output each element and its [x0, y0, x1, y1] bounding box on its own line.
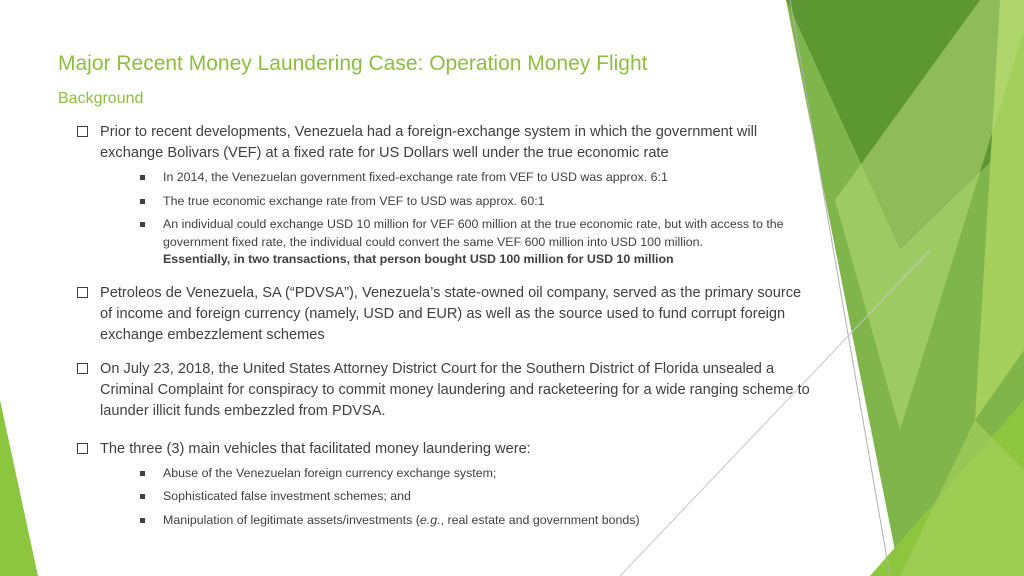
sub-bullet-text: In 2014, the Venezuelan government fixed-exchange rate from VEF to USD was approx. 6:1 [163, 170, 668, 184]
sub-bullet-text: Abuse of the Venezuelan foreign currency exchange system; [163, 465, 497, 480]
sub-bullet [100, 512, 816, 530]
sub-bullet [100, 193, 816, 211]
sub-bullet-text-pre: Manipulation of legitimate assets/investments ( [163, 512, 420, 527]
slide-title: Major Recent Money Laundering Case: Operation Money Flight [58, 52, 648, 75]
square-bullet-icon [140, 471, 145, 476]
sub-bullet-list [100, 465, 816, 530]
bullet-text: Prior to recent developments, Venezuela had a foreign-exchange system in which the government will exchange Bolivars (VEF) at a fixed rate for US Dollars well under the true economic rate [100, 124, 758, 161]
square-bullet-icon [140, 199, 145, 204]
slide-content [76, 122, 816, 535]
checkbox-bullet-icon [77, 287, 88, 298]
sub-bullet-text: The true economic exchange rate from VEF to USD was approx. 60:1 [163, 193, 545, 208]
sub-bullet [100, 465, 816, 483]
square-bullet-icon [140, 222, 145, 227]
slide-subtitle: Background [58, 90, 144, 107]
square-bullet-icon [140, 175, 145, 180]
bullet-text: On July 23, 2018, the United States Attorney District Court for the Southern District of Florida unsealed a Criminal Complaint for conspiracy to commit money laundering and racketeering for a wide ranging scheme to launder illicit funds embezzled from PDVSA. [100, 360, 810, 419]
sub-bullet [100, 488, 816, 506]
bullet-exchange-system [76, 122, 816, 269]
bullet-text: Petroleos de Venezuela, SA (“PDVSA”), Venezuela’s state-owned oil company, served as the primary source of income and foreign currency (namely, USD and EUR) as well as the source used to fund corrupt foreign exchange embezzlement schemes [100, 284, 802, 343]
sub-bullet-text-post: , real estate and government bonds) [440, 512, 640, 527]
sub-bullet-list [100, 169, 816, 269]
sub-bullet [100, 216, 816, 269]
checkbox-bullet-icon [77, 363, 88, 374]
bullet-vehicles [76, 439, 816, 530]
sub-bullet-text: Sophisticated false investment schemes; and [163, 489, 411, 503]
sub-bullet-text-em: e.g. [419, 512, 441, 527]
bullet-criminal-complaint [76, 359, 816, 422]
facet-left-bottom [0, 400, 38, 576]
sub-bullet-bold-text: Essentially, in two transactions, that person bought USD 100 million for USD 10 million [163, 252, 674, 266]
sub-bullet [100, 169, 816, 187]
sub-bullet-text: An individual could exchange USD 10 million for VEF 600 million at the true economic rate, but with access to the government fixed rate, the individual could convert the same VEF 600 million into USD 100 million. [163, 217, 784, 249]
checkbox-bullet-icon [77, 126, 88, 137]
square-bullet-icon [140, 518, 145, 523]
bullet-text: The three (3) main vehicles that facilitated money laundering were: [100, 440, 531, 457]
square-bullet-icon [140, 494, 145, 499]
checkbox-bullet-icon [77, 443, 88, 454]
bullet-pdvsa [76, 283, 816, 346]
